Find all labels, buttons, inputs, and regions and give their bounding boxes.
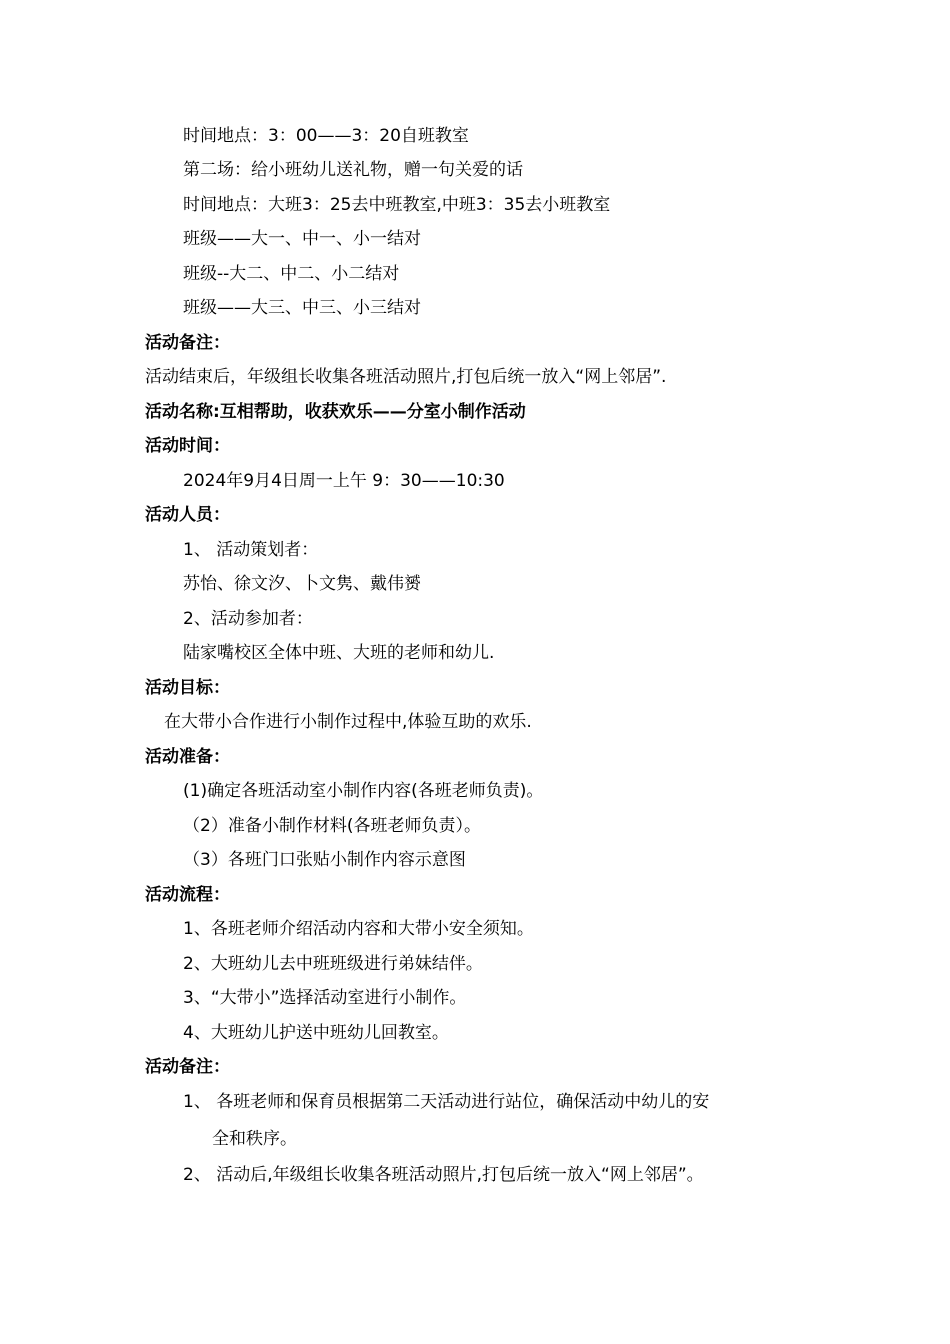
section-heading-notes-1: 活动备注： (145, 333, 230, 353)
goal-text: 在大带小合作进行小制作过程中,体验互助的欢乐. (164, 712, 532, 732)
section-heading-process: 活动流程： (145, 885, 230, 905)
section-heading-preparation: 活动准备： (145, 747, 230, 767)
planner-label: 1、 活动策划者： (183, 540, 319, 560)
process-item-2: 2、大班幼儿去中班班级进行弟妹结伴。 (183, 954, 483, 974)
activity-name-heading: 活动名称:互相帮助，收获欢乐——分室小制作活动 (145, 402, 526, 422)
process-item-4: 4、大班幼儿护送中班幼儿回教室。 (183, 1023, 449, 1043)
preparation-item-1: (1)确定各班活动室小制作内容(各班老师负责)。 (183, 781, 544, 801)
section-heading-notes-2: 活动备注： (145, 1057, 230, 1077)
notes-2-item-2: 2、 活动后,年级组长收集各班活动照片,打包后统一放入“网上邻居”。 (183, 1165, 704, 1185)
second-session-line: 第二场：给小班幼儿送礼物，赠一句关爱的话 (183, 160, 523, 180)
planner-names: 苏怡、徐文汐、卜文隽、戴伟赟 (183, 574, 421, 594)
class-pairing-3: 班级——大三、中三、小三结对 (183, 298, 421, 318)
participants-text: 陆家嘴校区全体中班、大班的老师和幼儿. (183, 643, 495, 663)
schedule-time-place-2: 时间地点：大班3：25去中班教室,中班3：35去小班教室 (183, 195, 611, 215)
participants-label: 2、活动参加者： (183, 609, 313, 629)
section-heading-personnel: 活动人员： (145, 505, 230, 525)
activity-time-text: 2024年9月4日周一上午 9：30——10:30 (183, 471, 505, 491)
process-item-1: 1、各班老师介绍活动内容和大带小安全须知。 (183, 919, 534, 939)
notes-2-item-1-continued: 全和秩序。 (212, 1129, 297, 1149)
class-pairing-1: 班级——大一、中一、小一结对 (183, 229, 421, 249)
preparation-item-2: （2）准备小制作材料(各班老师负责）。 (183, 816, 481, 836)
class-pairing-2: 班级--大二、中二、小二结对 (183, 264, 400, 284)
schedule-time-place-1: 时间地点：3：00——3：20自班教室 (183, 126, 469, 146)
section-heading-goal: 活动目标： (145, 678, 230, 698)
notes-2-item-1: 1、 各班老师和保育员根据第二天活动进行站位，确保活动中幼儿的安 (183, 1092, 710, 1112)
process-item-3: 3、“大带小”选择活动室进行小制作。 (183, 988, 467, 1008)
section-heading-time: 活动时间： (145, 436, 230, 456)
notes-1-text: 活动结束后，年级组长收集各班活动照片,打包后统一放入“网上邻居”. (145, 367, 667, 387)
preparation-item-3: （3）各班门口张贴小制作内容示意图 (183, 850, 466, 870)
